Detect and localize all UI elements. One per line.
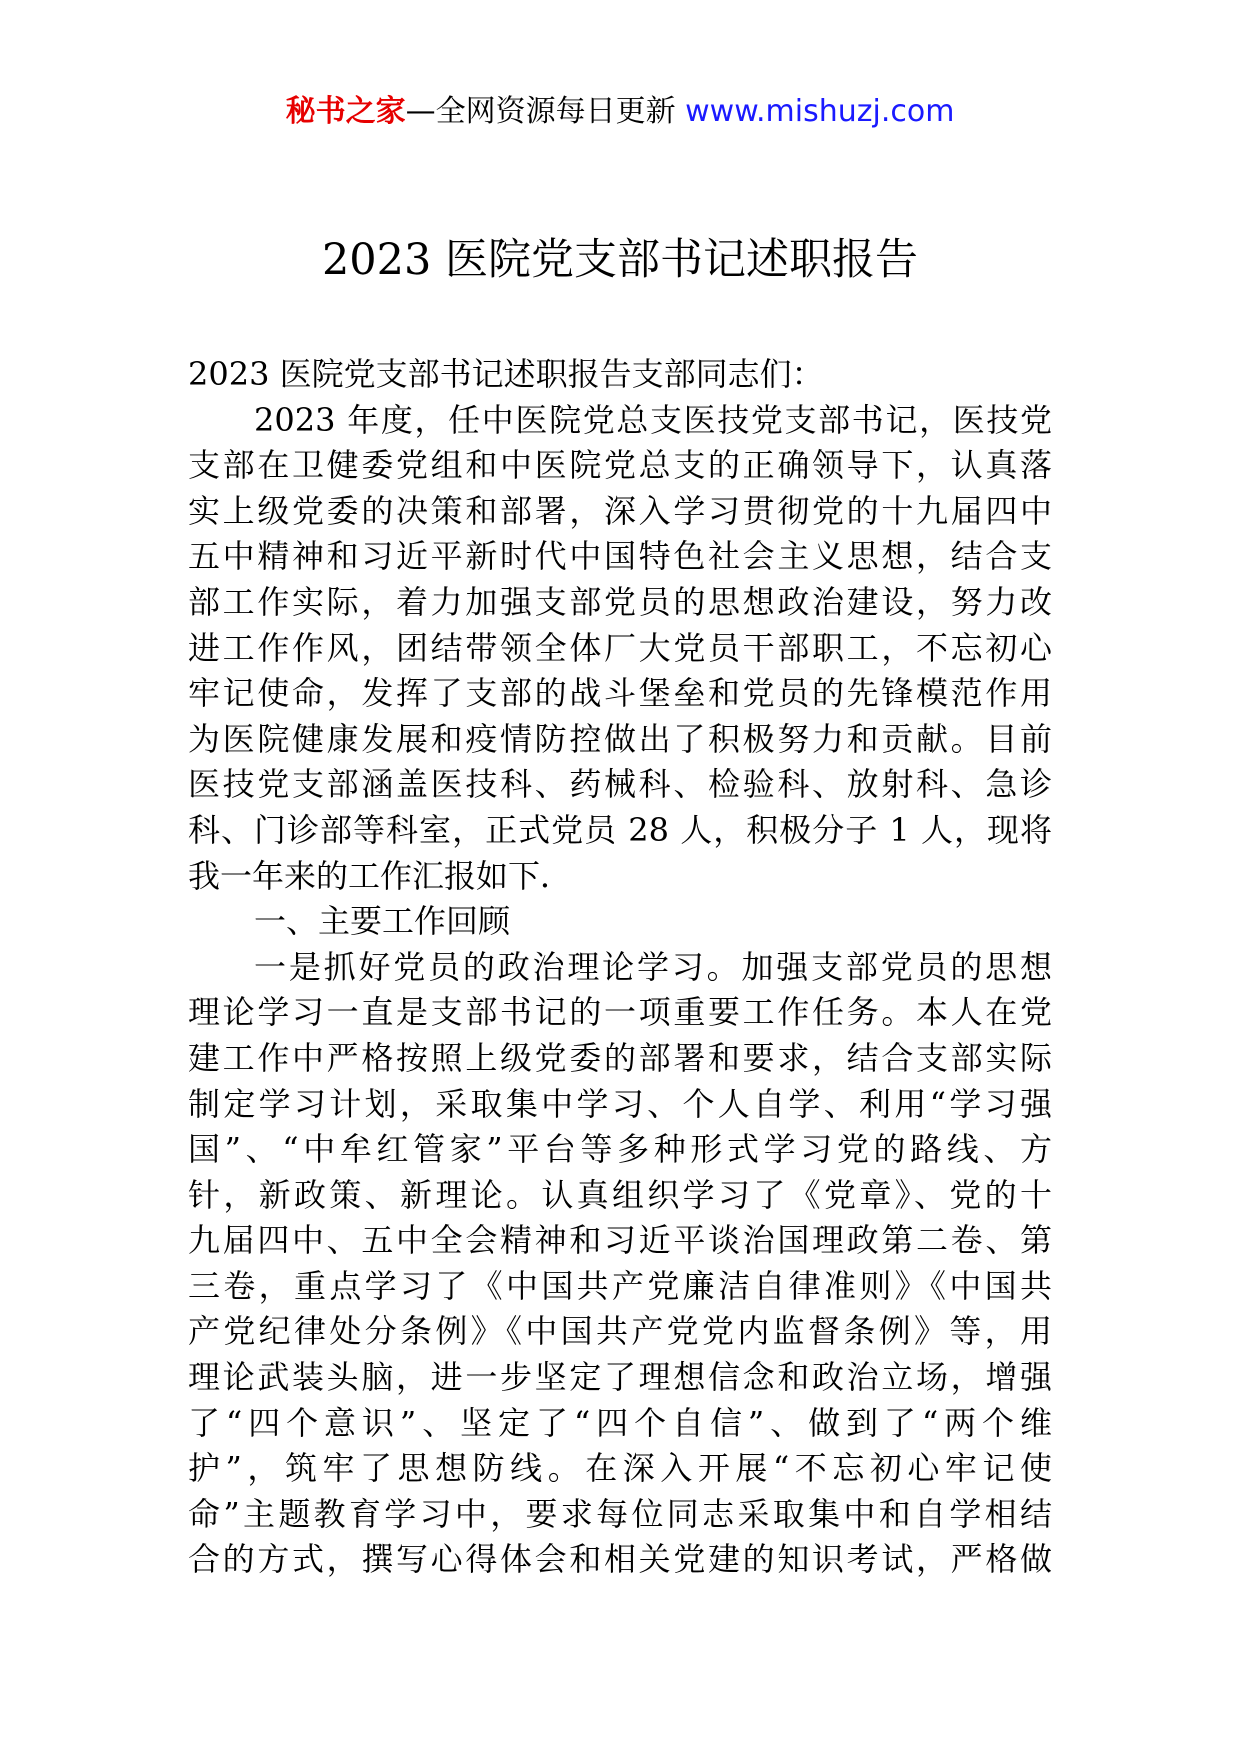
paragraph-line: 为医院健康发展和疫情防控做出了积极努力和贡献。目前: [188, 719, 1052, 758]
paragraph-line: 合的方式，撰写心得体会和相关党建的知识考试，严格做: [188, 1540, 1052, 1579]
section-heading: 一、主要工作回顾: [254, 902, 511, 941]
paragraph-line: 进工作作风，团结带领全体厂大党员干部职工，不忘初心: [188, 628, 1052, 667]
header-brand: 秘书之家: [285, 94, 406, 129]
paragraph-line: 2023 年度，任中医院党总支医技党支部书记，医技党: [254, 400, 1052, 439]
paragraph-line: 了“四个意识”、坚定了“四个自信”、做到了“两个维: [188, 1403, 1052, 1442]
paragraph-line: 护”，筑牢了思想防线。在深入开展“不忘初心牢记使: [188, 1449, 1052, 1488]
paragraph-line: 命”主题教育学习中，要求每位同志采取集中和自学相结: [188, 1494, 1052, 1533]
paragraph-line: 建工作中严格按照上级党委的部署和要求，结合支部实际: [188, 1038, 1052, 1077]
paragraph-line: 针，新政策、新理论。认真组织学习了《党章》、党的十: [188, 1175, 1052, 1214]
paragraph-line: 实上级党委的决策和部署，深入学习贯彻党的十九届四中: [188, 491, 1052, 530]
paragraph-line: 我一年来的工作汇报如下．: [188, 856, 573, 895]
paragraph-line: 科、门诊部等科室，正式党员 28 人，积极分子 1 人，现将: [188, 810, 1052, 849]
site-watermark-header: [0, 92, 1240, 132]
paragraph-line: 一是抓好党员的政治理论学习。加强支部党员的思想: [254, 947, 1052, 986]
paragraph-line: 理论武装头脑，进一步坚定了理想信念和政治立场，增强: [188, 1358, 1052, 1397]
paragraph-line: 支部在卫健委党组和中医院党总支的正确领导下，认真落: [188, 446, 1052, 485]
paragraph-line: 制定学习计划，采取集中学习、个人自学、利用“学习强: [188, 1084, 1052, 1123]
paragraph-line: 国”、“中牟红管家”平台等多种形式学习党的路线、方: [188, 1130, 1052, 1169]
paragraph-line: 部工作实际，着力加强支部党员的思想政治建设，努力改: [188, 582, 1052, 621]
salutation-line: 2023 医院党支部书记述职报告支部同志们：: [188, 355, 824, 393]
header-slogan: —全网资源每日更新: [405, 94, 686, 129]
paragraph-line: 九届四中、五中全会精神和习近平谈治国理政第二卷、第: [188, 1221, 1052, 1260]
document-body: [188, 352, 1052, 1583]
paragraph-line: 牢记使命，发挥了支部的战斗堡垒和党员的先锋模范作用: [188, 674, 1052, 713]
paragraph-line: 五中精神和习近平新时代中国特色社会主义思想，结合支: [188, 537, 1052, 576]
header-url-link[interactable]: www.mishuzj.com: [685, 94, 955, 129]
paragraph-line: 医技党支部涵盖医技科、药械科、检验科、放射科、急诊: [188, 765, 1052, 804]
paragraph-line: 三卷，重点学习了《中国共产党廉洁自律准则》《中国共: [188, 1266, 1052, 1305]
document-title: 2023 医院党支部书记述职报告: [321, 235, 919, 285]
paragraph-line: 理论学习一直是支部书记的一项重要工作任务。本人在党: [188, 993, 1052, 1032]
paragraph-line: 产党纪律处分条例》《中国共产党党内监督条例》等，用: [188, 1312, 1052, 1351]
